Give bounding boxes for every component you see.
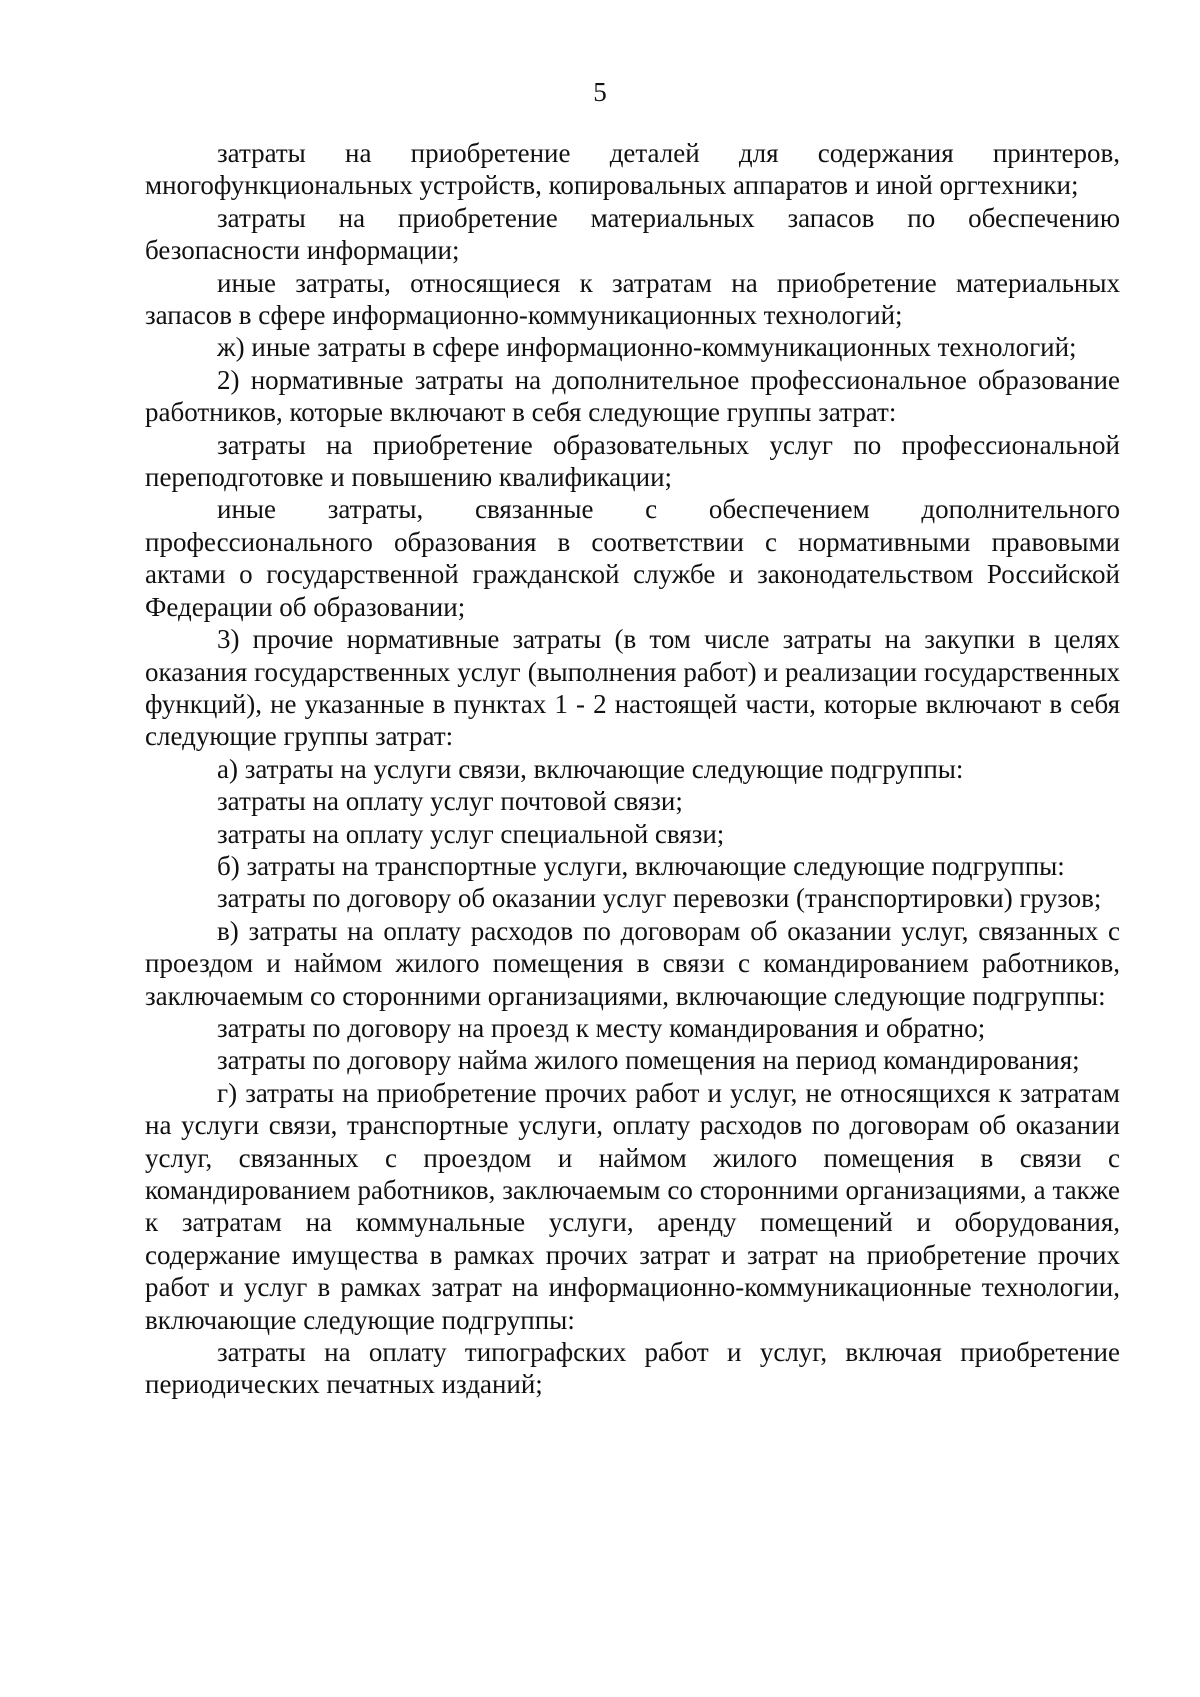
paragraph-item-g-other-works: г) затраты на приобретение прочих работ и услуг, не относящихся к затратам на услуги связи, транспортные услуги, оплату расходов по договорам об оказании услуг, связанных с проездом и наймом жилого помещения в связи с командированием работников, заключаемым со сторонними организациями, а также к затратам на коммунальные услуги, аренду помещений и оборудования, содержание имущества в рамках прочих затрат и затрат на приобретение прочих работ и услуг в рамках затрат на информационно-коммуникационные технологии, включающие следующие подгруппы: [145, 1077, 1120, 1335]
page-number: 5 [593, 77, 607, 107]
paragraph-item-3-other-costs: 3) прочие нормативные затраты (в том числе затраты на закупки в целях оказания государственных услуг (выполнения работ) и реализации государственных функций), не указанные в пунктах 1 - 2 настоящей части, которые включают в себя следующие группы затрат: [145, 624, 1120, 752]
paragraph-printer-parts-costs: затраты на приобретение деталей для содержания принтеров, многофункциональных устройств, копировальных аппаратов и иной оргтехники; [145, 138, 1120, 201]
paragraph-postal-services: затраты на оплату услуг почтовой связи; [217, 786, 683, 817]
paragraph-item-v-travel-expenses: в) затраты на оплату расходов по договорам об оказании услуг, связанных с проездом и наймом жилого помещения в связи с командированием работников, заключаемым со сторонними организациями, включающие следующие подгруппы: [145, 915, 1120, 1011]
paragraph-item-b-transport-services: б) затраты на транспортные услуги, включающие следующие подгруппы: [217, 850, 1065, 881]
document-body [145, 137, 1120, 1401]
paragraph-retraining-costs: затраты на приобретение образовательных услуг по профессиональной переподготовке и повышению квалификации; [145, 429, 1120, 493]
paragraph-other-ict-material-costs: иные затраты, относящиеся к затратам на приобретение материальных запасов в сфере информационно-коммуникационных технологий; [145, 267, 1120, 331]
paragraph-other-education-costs: иные затраты, связанные с обеспечением дополнительного профессионального образования в соответствии с нормативными правовыми актами о государственной гражданской службе и законодательством Российской Федерации об образовании; [145, 494, 1120, 622]
paragraph-item-a-communication-services: а) затраты на услуги связи, включающие следующие подгруппы: [217, 753, 964, 784]
paragraph-item-zh-other-ict-costs: ж) иные затраты в сфере информационно-коммуникационных технологий; [217, 332, 1077, 363]
paragraph-information-security-supplies: затраты на приобретение материальных запасов по обеспечению безопасности информации; [145, 202, 1120, 266]
paragraph-cargo-transport: затраты по договору об оказании услуг перевозки (транспортировки) грузов; [217, 883, 1102, 914]
paragraph-accommodation: затраты по договору найма жилого помещения на период командирования; [217, 1045, 1080, 1076]
paragraph-item-2-education-costs: 2) нормативные затраты на дополнительное профессиональное образование работников, которые включают в себя следующие группы затрат: [145, 364, 1120, 428]
paragraph-printing-services: затраты на оплату типографских работ и услуг, включая приобретение периодических печатных изданий; [145, 1337, 1120, 1400]
paragraph-special-communication: затраты на оплату услуг специальной связи; [217, 818, 725, 849]
paragraph-travel-fare: затраты по договору на проезд к месту командирования и обратно; [217, 1012, 986, 1043]
